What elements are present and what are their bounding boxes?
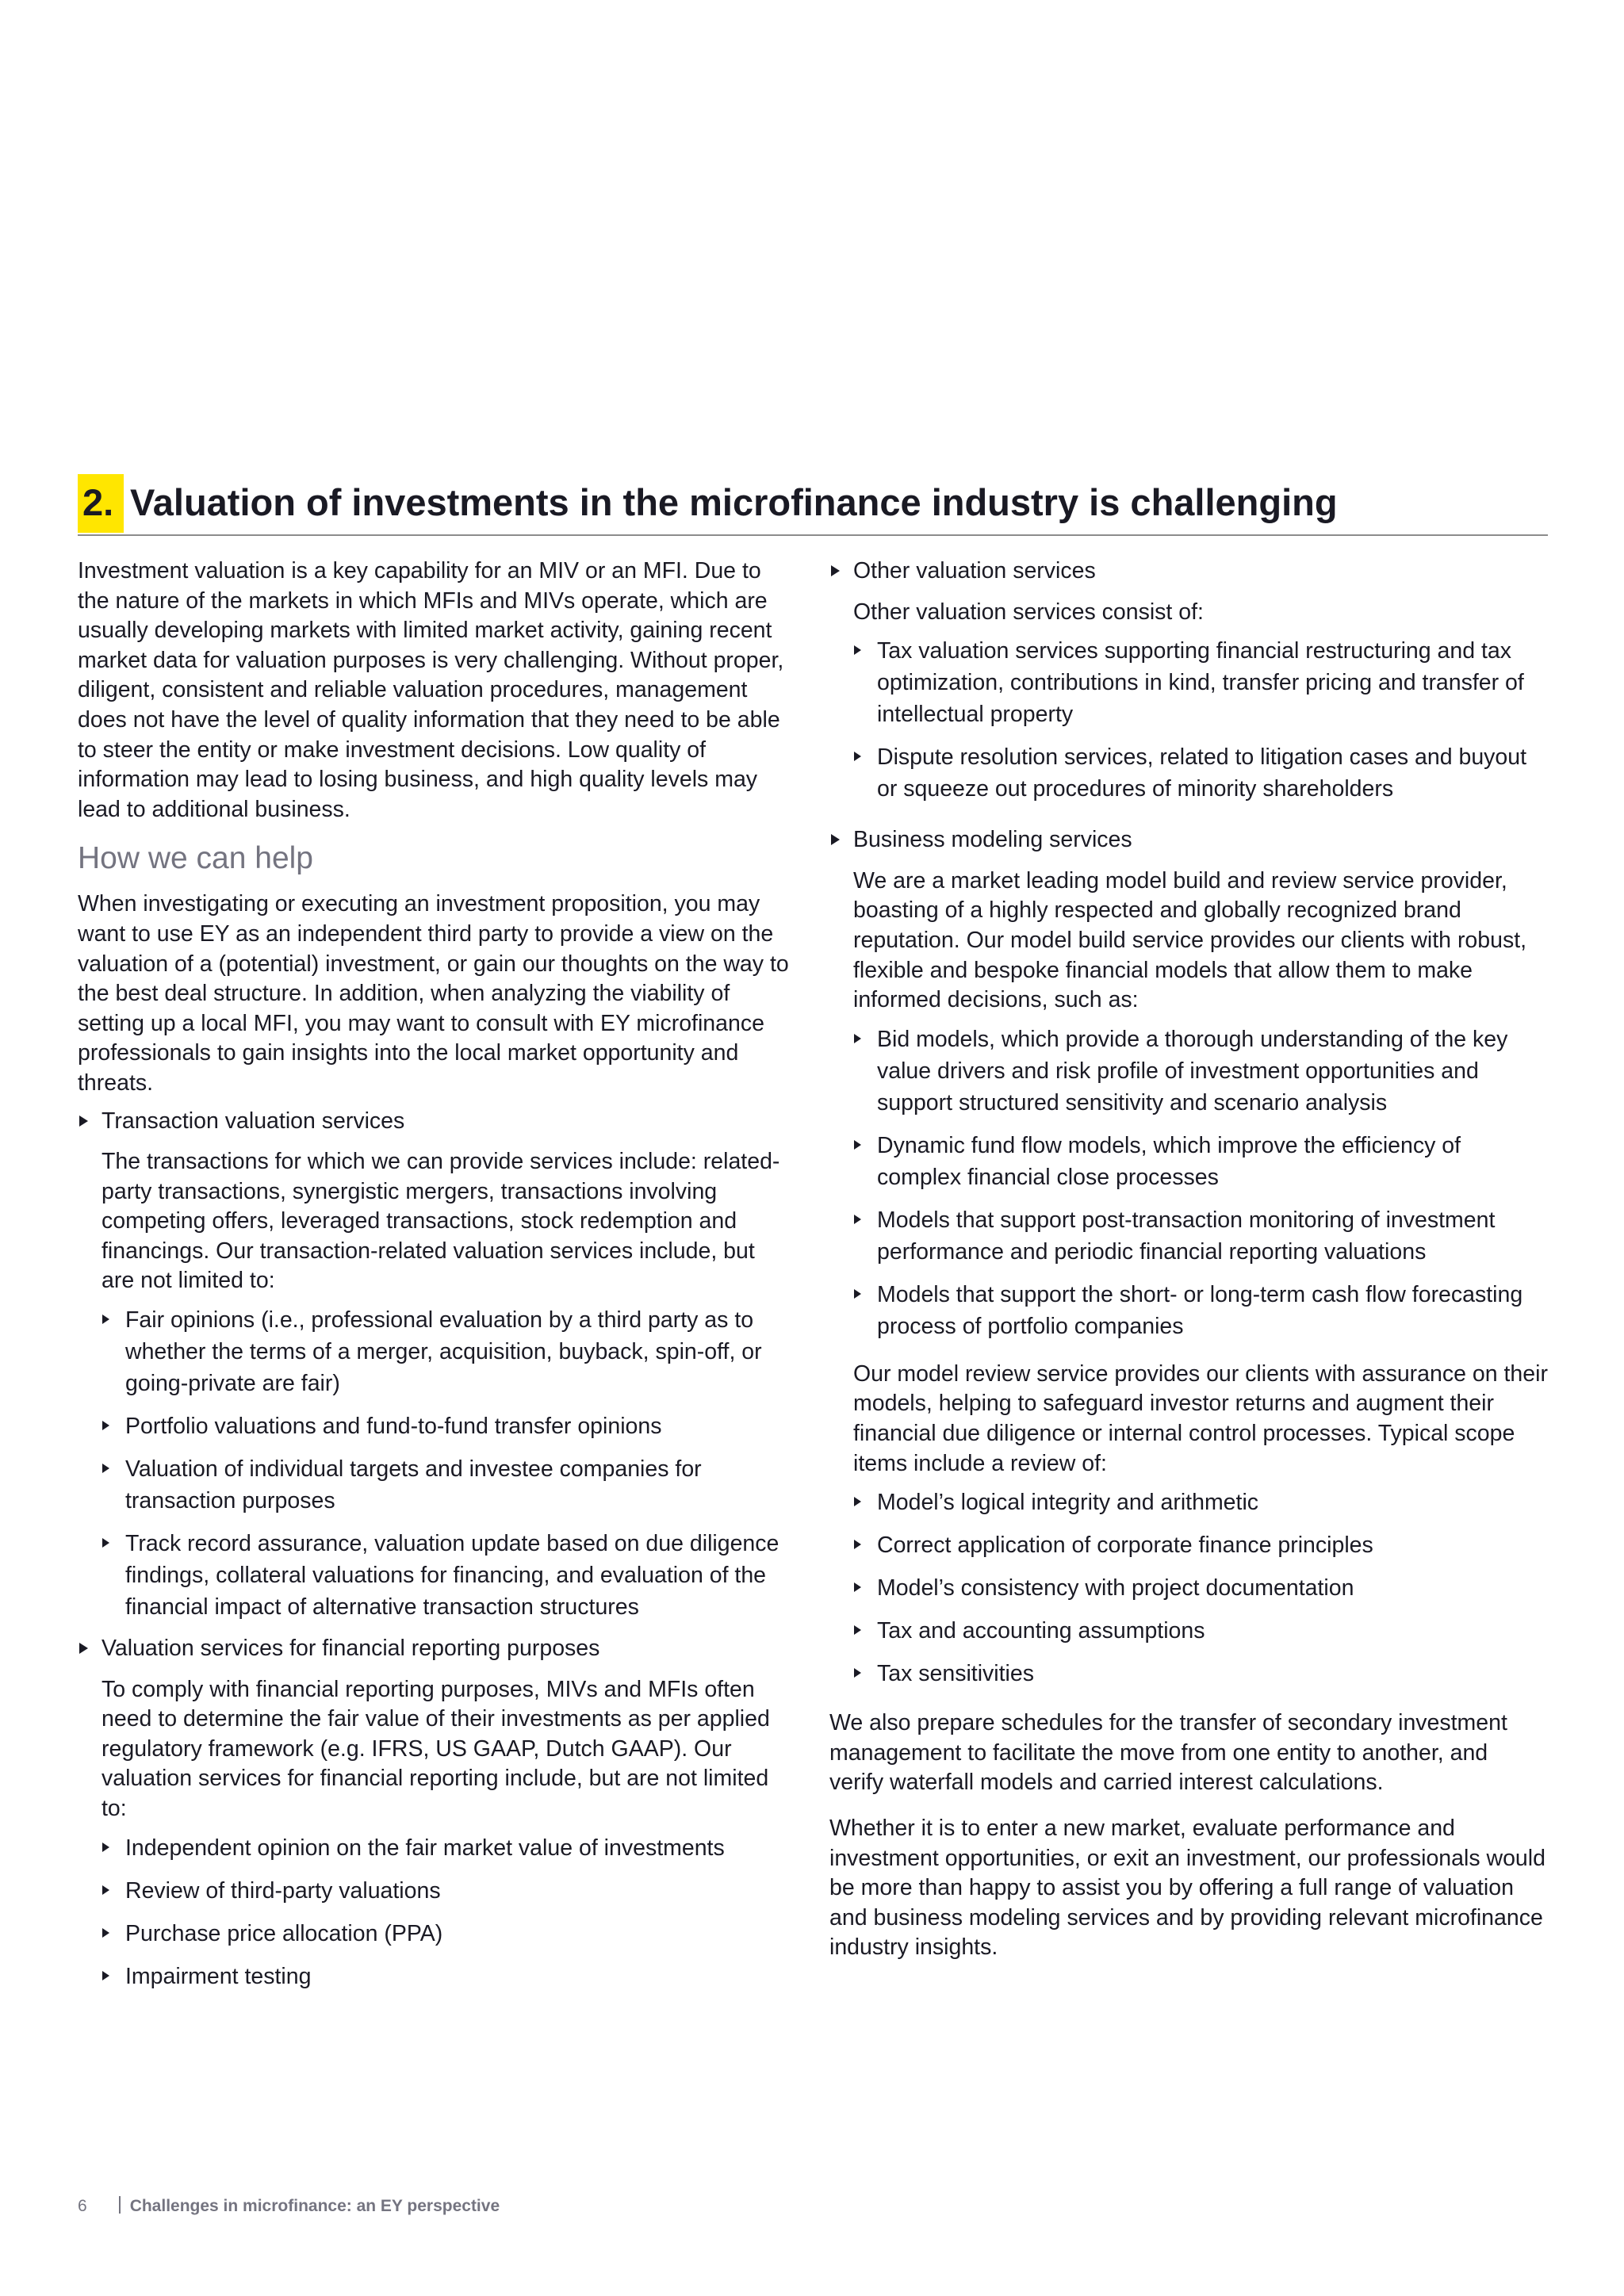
other-services-section [829,557,1548,805]
reporting-services-text: To comply with financial reporting purposes, MIVs and MFIs often need to determine the fair value of their investments as per applied regulatory framework (e.g. IFRS, US GAAP, Dutch GAAP). Our valuation services for financial reporting include, but are not limited to: [102,1676,770,1822]
list-item: Purchase price allocation (PPA) [102,1918,791,1950]
list-item: Bid models, which provide a thorough understanding of the key value drivers and risk profile of investment opportunities and support structured sensitivity and scenario analysis [853,1024,1548,1119]
transaction-services-text: The transactions for which we can provide services include: related-party transactions, synergistic mergers, transactions involving competing offers, leveraged transactions, stock redemption and financings. Our transaction-related valuation services include, but are not limited to: [102,1149,780,1294]
bullet-arrow-icon [102,1971,109,1980]
how-we-can-help-heading: How we can help [78,841,313,876]
list-item: Models that support the short- or long-term cash flow forecasting process of portfolio companies [853,1279,1548,1342]
bullet-arrow-icon [831,834,840,845]
intro-paragraph: Investment valuation is a key capability for an MIV or an MFI. Due to the nature of the markets in which MFIs and MIVs operate, which are usually developing markets with limited market activity, gaining recent market data for valuation purposes is very challenging. Without proper, diligent, consistent and reliable valuation procedures, management does not have the level of quality information that they need to be able to steer the entity or make investment decisions. Low quality of information may lead to losing business, and high quality levels may lead to additional business. [78,558,784,822]
modeling-services-text: We are a market leading model build and review service provider, boasting of a highly respected and globally recognized brand reputation. Our model build service provides our clients with robust, flexible and bespoke financial models that allow them to make informed decisions, such as: [853,867,1527,1013]
bullet-arrow-icon [102,1885,109,1895]
list-item: Tax valuation services supporting financial restructuring and tax optimization, contributions in kind, transfer pricing and transfer of intellectual property [853,635,1548,730]
section-title: Valuation of investments in the microfinance industry is challenging [130,481,1338,523]
bullet-arrow-icon [102,1314,109,1324]
list-item: Tax and accounting assumptions [853,1615,1548,1647]
modeling-services-title: Business modeling services [853,827,1132,853]
bullet-arrow-icon [854,752,861,761]
list-item: Dispute resolution services, related to litigation cases and buyout or squeeze out procedures of minority shareholders [853,741,1548,805]
bullet-arrow-icon [102,1464,109,1473]
modeling-services-section [829,825,1548,1689]
list-item: Model’s logical integrity and arithmetic [853,1487,1548,1518]
bullet-arrow-icon [854,1540,861,1549]
footer-divider [119,2196,121,2214]
list-item: Track record assurance, valuation update based on due diligence findings, collateral valuations for financing, and evaluation of the financial impact of alternative transaction structures [102,1528,791,1623]
bullet-arrow-icon [79,1643,88,1654]
bullet-arrow-icon [854,1582,861,1592]
bullet-arrow-icon [79,1115,88,1127]
list-item: Independent opinion on the fair market value of investments [102,1832,791,1864]
page-footer [78,2196,500,2216]
list-item: Review of third-party valuations [102,1875,791,1907]
other-services-title: Other valuation services [853,558,1096,584]
bullet-arrow-icon [102,1843,109,1852]
list-item: Fair opinions (i.e., professional evaluation by a third party as to whether the terms of a merger, acquisition, buyback, spin-off, or going-private are fair) [102,1304,791,1399]
section-header [78,474,1548,536]
bullet-arrow-icon [102,1538,109,1548]
help-paragraph: When investigating or executing an investment proposition, you may want to use EY as an independent third party to provide a view on the valuation of a (potential) investment, or gain our thoughts on the way to the best deal structure. In addition, when analyzing the viability of setting up a local MFI, you may want to consult with EY microfinance professionals to gain insights into the local market opportunity and threats. [78,891,789,1096]
bullet-arrow-icon [831,565,840,576]
transaction-services-section [78,1107,791,1624]
list-item: Tax sensitivities [853,1658,1548,1689]
page-number: 6 [78,2197,87,2215]
bullet-arrow-icon [854,1497,861,1506]
list-item: Impairment testing [102,1961,791,1992]
other-services-text: Other valuation services consist of: [853,599,1204,625]
closing-paragraph-1: We also prepare schedules for the transfer of secondary investment management to facilitate the move from one entity to another, and verify waterfall models and carried interest calculations. [829,1710,1507,1796]
list-item: Portfolio valuations and fund-to-fund transfer opinions [102,1410,791,1442]
footer-title: Challenges in microfinance: an EY perspective [129,2197,500,2215]
reporting-services-section [78,1634,791,1992]
bullet-arrow-icon [854,1034,861,1043]
list-item: Dynamic fund flow models, which improve the efficiency of complex financial close processes [853,1130,1548,1193]
bullet-arrow-icon [102,1928,109,1938]
section-number: 2. [82,481,114,523]
reporting-services-title: Valuation services for financial reporting purposes [102,1636,600,1662]
closing-paragraph-2: Whether it is to enter a new market, evaluate performance and investment opportunities, or exit an investment, our professionals would be more than happy to assist you by offering a full range of valuation and business modeling services and by providing relevant microfinance industry insights. [829,1815,1545,1961]
list-item: Models that support post-transaction monitoring of investment performance and periodic financial reporting valuations [853,1204,1548,1268]
bullet-arrow-icon [854,1625,861,1635]
bullet-arrow-icon [102,1421,109,1430]
bullet-arrow-icon [854,1668,861,1678]
list-item: Model’s consistency with project documentation [853,1572,1548,1604]
left-column [78,557,791,2003]
right-column [829,557,1548,1979]
model-review-text: Our model review service provides our clients with assurance on their models, helping to safeguard investor returns and augment their financial due diligence or internal control processes. Typical scope items include a review of: [853,1360,1548,1476]
list-item: Correct application of corporate finance principles [853,1529,1548,1561]
bullet-arrow-icon [854,1140,861,1150]
bullet-arrow-icon [854,645,861,655]
bullet-arrow-icon [854,1289,861,1299]
list-item: Valuation of individual targets and investee companies for transaction purposes [102,1453,791,1517]
transaction-services-title: Transaction valuation services [102,1108,405,1134]
bullet-arrow-icon [854,1215,861,1224]
